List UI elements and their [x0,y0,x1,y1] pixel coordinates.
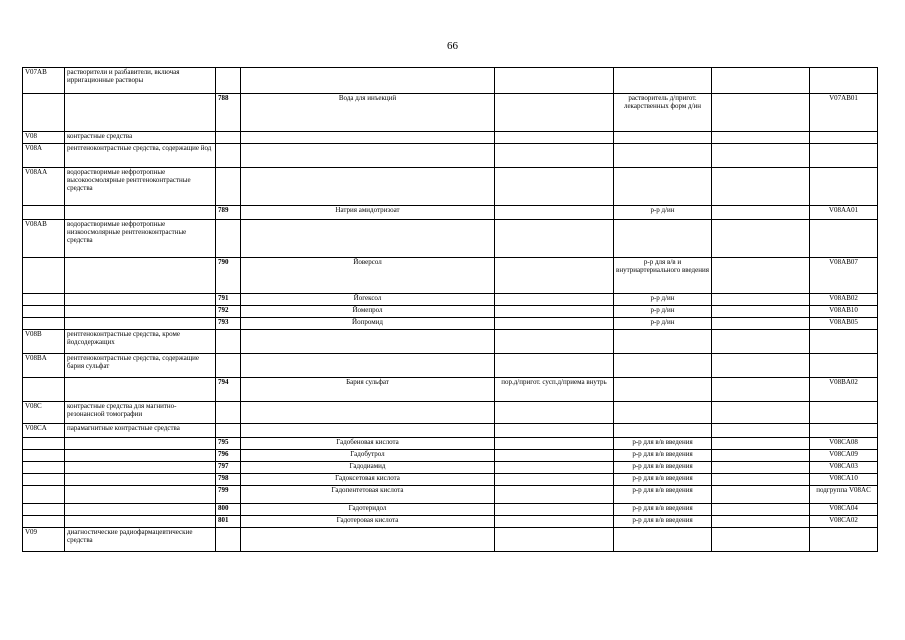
atc-group-code: V08CA [23,424,65,438]
atc-code [810,528,878,552]
drug-table [22,67,878,552]
table-row [23,168,878,206]
group-name: парамагнитные контрастные средства [65,424,216,438]
row-number [216,132,241,144]
table-row [23,516,878,528]
atc-code: V08CA09 [810,450,878,462]
extra-cell [712,330,810,354]
group-name: растворители и разбавители, включая ирригационные растворы [65,68,216,94]
atc-group-code [23,474,65,486]
group-name [65,318,216,330]
row-number [216,168,241,206]
drug-name [241,220,495,258]
atc-code [810,168,878,206]
table-row [23,528,878,552]
row-number [216,528,241,552]
drug-name: Гадобеновая кислота [241,438,495,450]
row-number: 792 [216,306,241,318]
drug-name: Вода для инъекций [241,94,495,132]
row-number: 801 [216,516,241,528]
extra-cell [712,220,810,258]
dosage-form [614,68,712,94]
atc-group-code [23,294,65,306]
extra-cell [712,504,810,516]
row-number: 797 [216,462,241,474]
group-name: контрастные средства для магнитно-резонансной томографии [65,402,216,424]
dosage-form-alt [495,438,614,450]
table-row [23,206,878,220]
dosage-form-alt: пор.д/пригот. сусп.д/приема внутрь [495,378,614,402]
dosage-form-alt [495,258,614,294]
row-number: 799 [216,486,241,504]
dosage-form-alt [495,144,614,168]
drug-name: Гадобутрол [241,450,495,462]
atc-code [810,220,878,258]
atc-group-code [23,94,65,132]
extra-cell [712,206,810,220]
atc-code [810,68,878,94]
dosage-form-alt [495,306,614,318]
row-number [216,68,241,94]
atc-group-code [23,258,65,294]
atc-group-code: V08A [23,144,65,168]
table-row [23,330,878,354]
dosage-form-alt [495,402,614,424]
table-row [23,462,878,474]
dosage-form-alt [495,486,614,504]
dosage-form-alt [495,94,614,132]
table-row [23,144,878,168]
row-number: 798 [216,474,241,486]
dosage-form-alt [495,424,614,438]
atc-group-code: V08 [23,132,65,144]
table-row [23,306,878,318]
table-row [23,438,878,450]
extra-cell [712,68,810,94]
dosage-form [614,424,712,438]
drug-name [241,330,495,354]
drug-name [241,68,495,94]
table-row [23,402,878,424]
atc-code: V08CA04 [810,504,878,516]
table-row [23,94,878,132]
drug-name: Натрия амидотризоат [241,206,495,220]
dosage-form-alt [495,474,614,486]
group-name [65,462,216,474]
drug-name: Гадопентетовая кислота [241,486,495,504]
table-row [23,294,878,306]
group-name [65,258,216,294]
group-name: водорастворимые нефротропные низкоосмолярные рентгеноконтрастные средства [65,220,216,258]
dosage-form: растворитель д/пригот. лекарственных форм д/ин [614,94,712,132]
row-number: 796 [216,450,241,462]
group-name [65,378,216,402]
dosage-form: р-р для в/в введения [614,474,712,486]
group-name [65,294,216,306]
table-row [23,486,878,504]
group-name: рентгеноконтрастные средства, кроме йодсодержащих [65,330,216,354]
group-name: рентгеноконтрастные средства, содержащие бария сульфат [65,354,216,378]
group-name [65,516,216,528]
extra-cell [712,258,810,294]
dosage-form [614,402,712,424]
extra-cell [712,354,810,378]
table-row [23,424,878,438]
dosage-form-alt [495,504,614,516]
dosage-form-alt [495,450,614,462]
dosage-form [614,528,712,552]
table-row [23,220,878,258]
drug-name: Йогексол [241,294,495,306]
atc-code [810,354,878,378]
group-name: контрастные средства [65,132,216,144]
dosage-form [614,132,712,144]
extra-cell [712,378,810,402]
dosage-form-alt [495,462,614,474]
group-name [65,486,216,504]
dosage-form-alt [495,132,614,144]
atc-group-code [23,206,65,220]
dosage-form-alt [495,318,614,330]
extra-cell [712,94,810,132]
atc-code: V08AB10 [810,306,878,318]
drug-name: Йомепрол [241,306,495,318]
table-row [23,258,878,294]
row-number: 788 [216,94,241,132]
atc-group-code: V08AB [23,220,65,258]
drug-name: Гадодиамид [241,462,495,474]
dosage-form-alt [495,516,614,528]
drug-name [241,528,495,552]
extra-cell [712,424,810,438]
row-number: 793 [216,318,241,330]
group-name [65,94,216,132]
atc-group-code [23,462,65,474]
drug-name [241,402,495,424]
extra-cell [712,402,810,424]
drug-name: Йопромид [241,318,495,330]
dosage-form-alt [495,220,614,258]
dosage-form: р-р для в/в введения [614,462,712,474]
dosage-form: р-р д/ин [614,294,712,306]
group-name [65,438,216,450]
extra-cell [712,318,810,330]
extra-cell [712,168,810,206]
atc-code [810,144,878,168]
group-name [65,504,216,516]
dosage-form [614,168,712,206]
group-name [65,306,216,318]
dosage-form-alt [495,330,614,354]
extra-cell [712,144,810,168]
dosage-form [614,220,712,258]
row-number: 790 [216,258,241,294]
dosage-form: р-р для в/в введения [614,504,712,516]
atc-group-code [23,504,65,516]
drug-name: Гадотеридол [241,504,495,516]
atc-code: V08CA08 [810,438,878,450]
atc-group-code [23,306,65,318]
atc-group-code: V07AB [23,68,65,94]
atc-group-code: V08B [23,330,65,354]
dosage-form-alt [495,354,614,378]
row-number [216,330,241,354]
row-number: 789 [216,206,241,220]
atc-group-code [23,486,65,504]
row-number: 791 [216,294,241,306]
extra-cell [712,132,810,144]
dosage-form [614,144,712,168]
row-number [216,402,241,424]
drug-name: Гадоксетовая кислота [241,474,495,486]
page-number: 66 [447,40,458,52]
table-row [23,132,878,144]
atc-code: V08AB07 [810,258,878,294]
table-row [23,474,878,486]
extra-cell [712,306,810,318]
dosage-form: р-р для в/в и внутриартериального введения [614,258,712,294]
atc-group-code [23,450,65,462]
dosage-form: р-р д/ин [614,306,712,318]
group-name [65,474,216,486]
dosage-form-alt [495,168,614,206]
atc-code [810,132,878,144]
dosage-form: р-р д/ин [614,318,712,330]
extra-cell [712,528,810,552]
extra-cell [712,438,810,450]
extra-cell [712,462,810,474]
drug-name [241,168,495,206]
row-number: 800 [216,504,241,516]
drug-name [241,424,495,438]
dosage-form-alt [495,206,614,220]
atc-group-code: V08AA [23,168,65,206]
drug-name: Гадотеровая кислота [241,516,495,528]
atc-code [810,424,878,438]
group-name [65,206,216,220]
extra-cell [712,486,810,504]
dosage-form [614,378,712,402]
atc-code: подгруппа V08AC [810,486,878,504]
drug-name: Йоверсол [241,258,495,294]
atc-group-code [23,378,65,402]
table-row [23,68,878,94]
atc-code [810,402,878,424]
drug-name [241,132,495,144]
atc-code: V08AB02 [810,294,878,306]
dosage-form [614,330,712,354]
dosage-form: р-р для в/в введения [614,450,712,462]
drug-name [241,354,495,378]
dosage-form: р-р для в/в введения [614,486,712,504]
table-row [23,450,878,462]
dosage-form-alt [495,68,614,94]
extra-cell [712,450,810,462]
atc-code: V08CA10 [810,474,878,486]
atc-group-code: V08BA [23,354,65,378]
extra-cell [712,474,810,486]
group-name [65,450,216,462]
atc-code: V08AB05 [810,318,878,330]
table-row [23,354,878,378]
group-name: рентгеноконтрастные средства, содержащие йод [65,144,216,168]
atc-group-code [23,516,65,528]
table-row [23,504,878,516]
dosage-form: р-р для в/в введения [614,516,712,528]
atc-code [810,330,878,354]
row-number: 795 [216,438,241,450]
atc-code: V08CA02 [810,516,878,528]
row-number [216,424,241,438]
table-row [23,318,878,330]
atc-group-code [23,318,65,330]
dosage-form: р-р для в/в введения [614,438,712,450]
row-number: 794 [216,378,241,402]
row-number [216,354,241,378]
row-number [216,144,241,168]
dosage-form-alt [495,528,614,552]
atc-group-code [23,438,65,450]
atc-code: V07AB01 [810,94,878,132]
atc-code: V08CA03 [810,462,878,474]
dosage-form [614,354,712,378]
atc-group-code: V09 [23,528,65,552]
extra-cell [712,294,810,306]
dosage-form-alt [495,294,614,306]
group-name: диагностические радиофармацевтические средства [65,528,216,552]
atc-code: V08AA01 [810,206,878,220]
atc-group-code: V08C [23,402,65,424]
dosage-form: р-р д/ин [614,206,712,220]
drug-name [241,144,495,168]
row-number [216,220,241,258]
group-name: водорастворимые нефротропные высокоосмолярные рентгеноконтрастные средства [65,168,216,206]
extra-cell [712,516,810,528]
drug-name: Бария сульфат [241,378,495,402]
table-row [23,378,878,402]
atc-code: V08BA02 [810,378,878,402]
